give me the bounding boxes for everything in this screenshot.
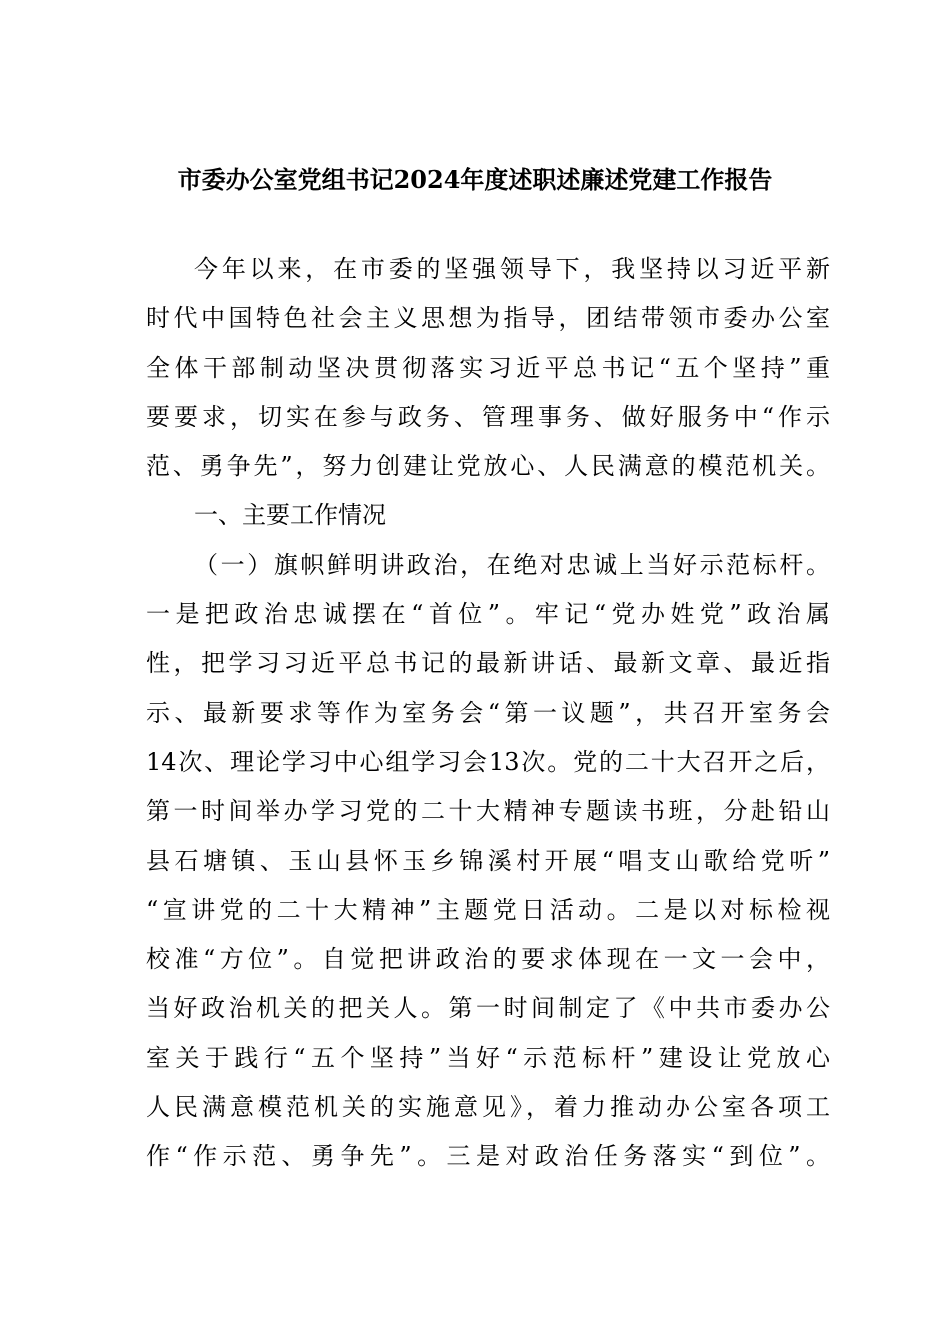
paragraph-line: 时代中国特色社会主义思想为指导，团结带领市委办公室 bbox=[146, 304, 830, 333]
paragraph-line: 室关于践行“五个坚持”当好“示范标杆”建设让党放心 bbox=[146, 1043, 830, 1072]
paragraph-line: 第一时间举办学习党的二十大精神专题读书班，分赴铅山 bbox=[146, 797, 830, 826]
paragraph-line: 一是把政治忠诚摆在“首位”。牢记“党办姓党”政治属 bbox=[146, 600, 830, 629]
paragraph-line: 全体干部制动坚决贯彻落实习近平总书记“五个坚持”重 bbox=[146, 353, 830, 382]
paragraph-line: 范、勇争先”，努力创建让党放心、人民满意的模范机关。 bbox=[146, 452, 830, 481]
paragraph-line: 作“作示范、勇争先”。三是对政治任务落实“到位”。 bbox=[146, 1142, 830, 1171]
document-title: 市委办公室党组书记2024年度述职述廉述党建工作报告 bbox=[177, 165, 773, 194]
paragraph-line: 要要求，切实在参与政务、管理事务、做好服务中“作示 bbox=[146, 402, 830, 431]
paragraph-line: 性，把学习习近平总书记的最新讲话、最新文章、最近指 bbox=[146, 649, 830, 678]
paragraph-line: 今年以来，在市委的坚强领导下，我坚持以习近平新 bbox=[194, 255, 830, 283]
paragraph-line: 14次、理论学习中心组学习会13次。党的二十大召开之后， bbox=[146, 747, 830, 776]
subsection-heading: （一）旗帜鲜明讲政治，在绝对忠诚上当好示范标杆。 bbox=[194, 550, 830, 579]
document-body bbox=[146, 245, 830, 1182]
paragraph-line: 校准“方位”。自觉把讲政治的要求体现在一文一会中， bbox=[146, 945, 830, 974]
paragraph-line: 当好政治机关的把关人。第一时间制定了《中共市委办公 bbox=[146, 994, 830, 1023]
paragraph-line: 示、最新要求等作为室务会“第一议题”，共召开室务会 bbox=[146, 698, 830, 727]
paragraph-line: 人民满意模范机关的实施意见》，着力推动办公室各项工 bbox=[146, 1093, 830, 1122]
paragraph-line: 县石塘镇、玉山县怀玉乡锦溪村开展“唱支山歌给党听” bbox=[146, 846, 830, 875]
section-heading: 一、主要工作情况 bbox=[194, 501, 386, 530]
paragraph-line: “宣讲党的二十大精神”主题党日活动。二是以对标检视 bbox=[146, 895, 830, 924]
